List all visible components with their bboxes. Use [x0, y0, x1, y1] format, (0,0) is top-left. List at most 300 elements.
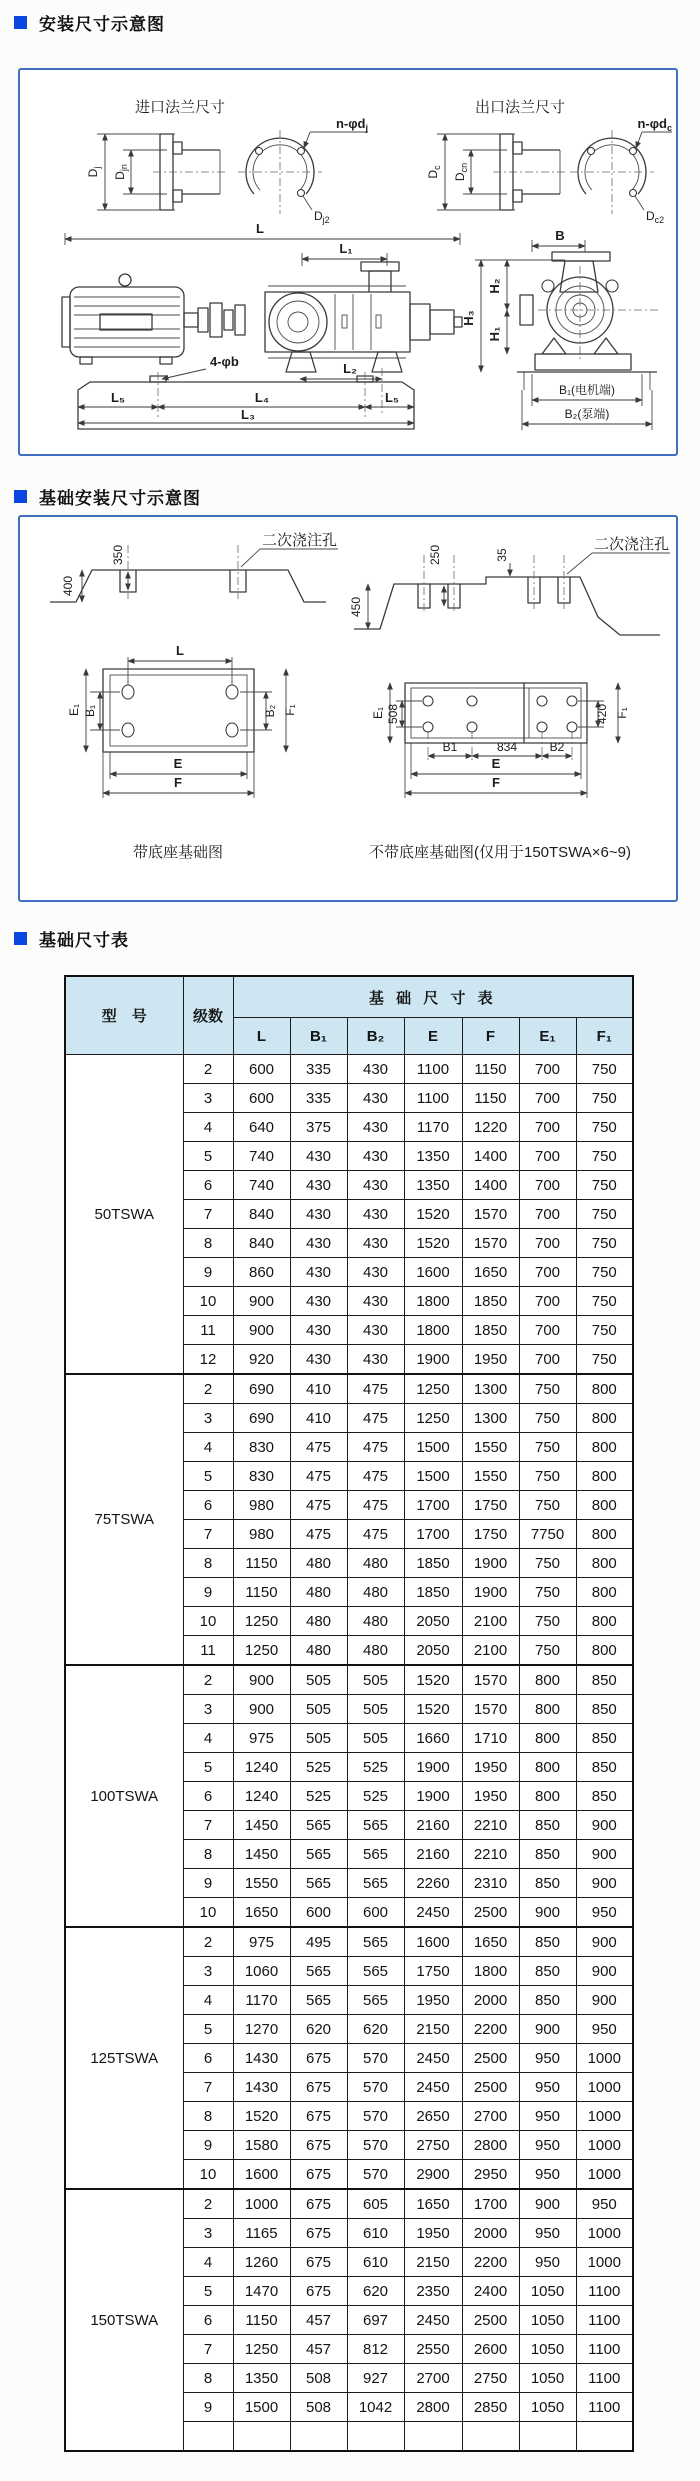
dimension-cell: 1900: [462, 1549, 519, 1578]
blue-square-bullet: [14, 932, 27, 945]
dimension-cell: 480: [290, 1607, 347, 1636]
stage-cell: 8: [183, 2364, 233, 2393]
dimension-cell: 1150: [462, 1055, 519, 1084]
outlet-bolt-count-label: $n-\varphi d_c$: [637, 116, 672, 133]
model-cell: 125TSWA: [65, 1927, 183, 2189]
dimension-cell: 750: [576, 1258, 633, 1287]
dimension-cell: 1150: [233, 1549, 290, 1578]
dimension-cell: 2450: [404, 2044, 462, 2073]
section-header-foundation: [14, 484, 201, 509]
dimension-cell: 980: [233, 1491, 290, 1520]
dimension-cell: 1700: [404, 1491, 462, 1520]
dimension-cell: 410: [290, 1404, 347, 1433]
dimension-cell: 750: [576, 1287, 633, 1316]
dimension-cell: 620: [347, 2277, 404, 2306]
dim-250: 250: [428, 544, 442, 566]
dimension-cell: 2150: [404, 2015, 462, 2044]
dimension-cell: 430: [347, 1055, 404, 1084]
stage-cell: 2: [183, 2189, 233, 2219]
header-col-F1: F₁: [576, 1018, 633, 1055]
dimension-cell: 525: [347, 1782, 404, 1811]
dimension-cell: 927: [347, 2364, 404, 2393]
dimension-cell: 565: [347, 1811, 404, 1840]
dimension-cell: 700: [519, 1287, 576, 1316]
dimension-cell: 2500: [462, 2306, 519, 2335]
dimension-cell: 430: [347, 1258, 404, 1287]
dimension-cell: 430: [290, 1229, 347, 1258]
stage-cell: 5: [183, 1753, 233, 1782]
dimension-cell: 2350: [404, 2277, 462, 2306]
dimension-cell: 700: [519, 1200, 576, 1229]
dimension-cell: 2050: [404, 1636, 462, 1666]
dimension-cell: 900: [233, 1287, 290, 1316]
stage-cell: 10: [183, 2160, 233, 2190]
dimension-cell: 1520: [404, 1665, 462, 1695]
plan2-dim-420: 420: [595, 703, 609, 725]
dimension-cell: 1800: [462, 1957, 519, 1986]
dimension-cell: 800: [519, 1724, 576, 1753]
dimension-cell: 1240: [233, 1753, 290, 1782]
dimension-cell: 1165: [233, 2219, 290, 2248]
dimension-cell: 2150: [404, 2248, 462, 2277]
empty-cell: [233, 2422, 290, 2452]
dimension-cell: 1100: [576, 2364, 633, 2393]
dimension-cell: 950: [519, 2044, 576, 2073]
dimension-cell: 1060: [233, 1957, 290, 1986]
stage-cell: 5: [183, 2277, 233, 2306]
dimension-cell: 475: [347, 1520, 404, 1549]
dimension-cell: 900: [576, 1869, 633, 1898]
dimension-cell: 1570: [462, 1665, 519, 1695]
dimension-cell: 475: [290, 1491, 347, 1520]
dimension-cell: 830: [233, 1433, 290, 1462]
stage-cell: 7: [183, 1811, 233, 1840]
dimension-cell: 2900: [404, 2160, 462, 2190]
dimension-cell: 1750: [462, 1491, 519, 1520]
dimension-cell: 1750: [462, 1520, 519, 1549]
stage-cell: 4: [183, 1433, 233, 1462]
dimension-cell: 1050: [519, 2277, 576, 2306]
dimension-cell: 850: [576, 1782, 633, 1811]
dimension-cell: 860: [233, 1258, 290, 1287]
dimension-cell: 900: [576, 1986, 633, 2015]
section-title-install: 安装尺寸示意图: [39, 15, 165, 34]
dimension-cell: 800: [576, 1549, 633, 1578]
plan-dim-E1: E₁: [67, 703, 81, 717]
secondary-grout-hole-label-left: 二次浇注孔: [262, 532, 338, 549]
dimension-cell: 1550: [462, 1433, 519, 1462]
plan2-dim-B2: B2: [549, 740, 565, 754]
dimension-cell: 375: [290, 1113, 347, 1142]
stage-cell: 4: [183, 1113, 233, 1142]
dimension-cell: 1650: [462, 1258, 519, 1287]
dimension-cell: 1250: [233, 1636, 290, 1666]
dimension-cell: 1800: [404, 1287, 462, 1316]
dimension-cell: 525: [290, 1753, 347, 1782]
dimension-cell: 750: [576, 1113, 633, 1142]
dimension-cell: 2450: [404, 2306, 462, 2335]
dimension-cell: 2700: [462, 2102, 519, 2131]
dimension-cell: 1000: [576, 2219, 633, 2248]
dimension-cell: 1500: [404, 1462, 462, 1491]
section-title-table: 基础尺寸表: [39, 931, 129, 950]
dimension-cell: 950: [576, 2189, 633, 2219]
plan-dim-F1: F₁: [283, 704, 297, 716]
dim-400: 400: [61, 575, 75, 597]
stage-cell: 6: [183, 1491, 233, 1520]
dimension-cell: 600: [233, 1084, 290, 1113]
dimension-cell: 1170: [233, 1986, 290, 2015]
plan-dim-B2: B₂: [263, 704, 277, 718]
dimension-cell: 675: [290, 2131, 347, 2160]
dimension-cell: 565: [347, 1957, 404, 1986]
header-group-title: 基 础 尺 寸 表: [233, 976, 633, 1018]
dimension-cell: 1600: [404, 1927, 462, 1957]
dimension-cell: 1100: [576, 2335, 633, 2364]
dim-H1: H₁: [487, 326, 502, 342]
dimension-cell: 475: [290, 1433, 347, 1462]
dim-L5-right: L₅: [385, 390, 399, 405]
dimension-cell: 1350: [233, 2364, 290, 2393]
dimension-cell: 740: [233, 1142, 290, 1171]
dimension-cell: 457: [290, 2335, 347, 2364]
dimension-cell: 475: [347, 1374, 404, 1404]
dimension-cell: 750: [576, 1229, 633, 1258]
dimension-cell: 700: [519, 1113, 576, 1142]
dimension-cell: 600: [233, 1055, 290, 1084]
stage-cell: 9: [183, 1578, 233, 1607]
dimension-cell: 675: [290, 2160, 347, 2190]
dimension-cell: 480: [347, 1636, 404, 1666]
dimension-cell: 1100: [576, 2277, 633, 2306]
pump-side-view: [62, 221, 462, 429]
dimension-cell: 1570: [462, 1695, 519, 1724]
dimension-cell: 570: [347, 2160, 404, 2190]
dimension-cell: 800: [576, 1433, 633, 1462]
dimension-cell: 700: [519, 1142, 576, 1171]
dimension-cell: 850: [519, 1927, 576, 1957]
dimension-cell: 2500: [462, 2073, 519, 2102]
dimension-cell: 900: [519, 2189, 576, 2219]
dimension-cell: 850: [519, 1811, 576, 1840]
inlet-bolt-count-label: $n-\varphi d_j$: [335, 116, 368, 133]
dimension-cell: 430: [347, 1113, 404, 1142]
stage-cell: 3: [183, 1695, 233, 1724]
dimension-cell: 1900: [404, 1753, 462, 1782]
dimension-cell: 2260: [404, 1869, 462, 1898]
dimension-cell: 750: [519, 1374, 576, 1404]
dimension-cell: 975: [233, 1927, 290, 1957]
stage-cell: 6: [183, 1171, 233, 1200]
foundation-section-without-base: [349, 535, 670, 635]
stage-cell: 10: [183, 1287, 233, 1316]
dimension-cell: 1100: [404, 1084, 462, 1113]
table-row: [65, 1927, 633, 1957]
dimension-cell: 1520: [233, 2102, 290, 2131]
dimension-cell: 700: [519, 1084, 576, 1113]
dimension-cell: 475: [290, 1462, 347, 1491]
dimension-cell: 950: [519, 2131, 576, 2160]
dimension-cell: 950: [519, 2073, 576, 2102]
dimension-cell: 505: [347, 1665, 404, 1695]
dimension-cell: 565: [347, 1986, 404, 2015]
dimension-cell: 800: [576, 1404, 633, 1433]
dimension-cell: 840: [233, 1229, 290, 1258]
dimension-cell: 2750: [462, 2364, 519, 2393]
dimension-cell: 750: [576, 1345, 633, 1375]
dimension-cell: 840: [233, 1200, 290, 1229]
dimension-cell: 1150: [233, 2306, 290, 2335]
dimension-cell: 980: [233, 1520, 290, 1549]
dimension-cell: 335: [290, 1055, 347, 1084]
empty-cell: [347, 2422, 404, 2452]
dimension-cell: 1100: [576, 2306, 633, 2335]
stage-cell: 6: [183, 2306, 233, 2335]
dimension-cell: 700: [519, 1055, 576, 1084]
dim-B2-pump-end: B₂(泵端): [564, 407, 610, 421]
dimension-cell: 2400: [462, 2277, 519, 2306]
dimension-cell: 1950: [462, 1782, 519, 1811]
dimension-cell: 1300: [462, 1404, 519, 1433]
dimension-cell: 800: [576, 1520, 633, 1549]
dimension-cell: 675: [290, 2044, 347, 2073]
dimension-cell: 850: [576, 1724, 633, 1753]
dimension-cell: 2100: [462, 1636, 519, 1666]
dimension-cell: 457: [290, 2306, 347, 2335]
dimension-cell: 900: [233, 1695, 290, 1724]
stage-cell: 2: [183, 1927, 233, 1957]
dimension-cell: 850: [519, 1986, 576, 2015]
dimension-cell: 690: [233, 1404, 290, 1433]
caption-with-base: 带底座基础图: [132, 844, 224, 861]
dimension-cell: 1650: [404, 2189, 462, 2219]
dimension-cell: 800: [519, 1753, 576, 1782]
dimension-cell: 750: [519, 1636, 576, 1666]
dimension-cell: 1650: [233, 1898, 290, 1928]
dimension-cell: 2800: [404, 2393, 462, 2422]
dimension-cell: 900: [233, 1665, 290, 1695]
dimension-cell: 600: [347, 1898, 404, 1928]
dimension-cell: 430: [347, 1200, 404, 1229]
dimension-cell: 740: [233, 1171, 290, 1200]
dimension-cell: 800: [576, 1636, 633, 1666]
stage-cell: 9: [183, 2131, 233, 2160]
dimension-cell: 430: [290, 1316, 347, 1345]
stage-cell: 8: [183, 1229, 233, 1258]
empty-cell: [462, 2422, 519, 2452]
section-header-table: [14, 926, 129, 951]
outlet-bolt-circle-dia-label: $D_{c2}$: [646, 209, 665, 225]
dimension-cell: 1000: [576, 2073, 633, 2102]
model-cell: 150TSWA: [65, 2189, 183, 2451]
dimension-cell: 430: [347, 1316, 404, 1345]
foundation-section-with-base: [50, 531, 338, 602]
dimension-cell: 950: [576, 1898, 633, 1928]
dimension-cell: 850: [576, 1753, 633, 1782]
dimension-cell: 700: [519, 1229, 576, 1258]
inlet-flange-diagram: [86, 99, 368, 225]
dimension-cell: 1050: [519, 2306, 576, 2335]
stage-cell: 6: [183, 2044, 233, 2073]
pump-end-view: [461, 228, 660, 430]
dimension-cell: 7750: [519, 1520, 576, 1549]
dimension-cell: 505: [290, 1695, 347, 1724]
dim-L5-left: L₅: [111, 390, 125, 405]
dimension-cell: 850: [576, 1665, 633, 1695]
dimension-cell: 335: [290, 1084, 347, 1113]
dimension-cell: 1600: [404, 1258, 462, 1287]
install-diagram-panel: [18, 68, 678, 456]
dimension-cell: 1100: [576, 2393, 633, 2422]
dim-bolt-4phib: 4-φb: [210, 354, 239, 369]
dimension-cell: 570: [347, 2102, 404, 2131]
dimension-cell: 565: [347, 1869, 404, 1898]
empty-cell: [183, 2422, 233, 2452]
foundation-diagram: [20, 517, 676, 900]
dimension-cell: 1000: [576, 2131, 633, 2160]
stage-cell: 7: [183, 1520, 233, 1549]
dimension-cell: 430: [347, 1345, 404, 1375]
dimension-cell: 950: [576, 2015, 633, 2044]
dimension-cell: 750: [519, 1404, 576, 1433]
dimension-cell: 750: [519, 1607, 576, 1636]
plan2-dim-B1: B1: [442, 740, 458, 754]
dimension-cell: 850: [576, 1695, 633, 1724]
dimension-cell: 750: [576, 1171, 633, 1200]
dimension-cell: 1550: [233, 1869, 290, 1898]
dimension-cell: 1250: [404, 1374, 462, 1404]
stage-cell: 11: [183, 1636, 233, 1666]
dimension-cell: 750: [519, 1549, 576, 1578]
dimension-cell: 570: [347, 2073, 404, 2102]
dim-B: B: [555, 228, 565, 243]
stage-cell: 3: [183, 1404, 233, 1433]
table-row: [65, 2189, 633, 2219]
dimension-cell: 675: [290, 2073, 347, 2102]
plan2-dim-834: 834: [496, 740, 518, 754]
dimension-cell: 480: [290, 1578, 347, 1607]
dimension-cell: 900: [519, 2015, 576, 2044]
dimension-cell: 700: [519, 1345, 576, 1375]
empty-cell: [519, 2422, 576, 2452]
dimension-cell: 700: [519, 1316, 576, 1345]
dimension-cell: 475: [347, 1462, 404, 1491]
dimension-cell: 505: [290, 1665, 347, 1695]
blue-square-bullet: [14, 490, 27, 503]
dimension-cell: 1900: [404, 1345, 462, 1375]
dim-L2: L₂: [343, 361, 357, 376]
dimension-cell: 1000: [576, 2102, 633, 2131]
dimension-cell: 508: [290, 2393, 347, 2422]
dimension-cell: 480: [290, 1636, 347, 1666]
dimension-cell: 1850: [404, 1549, 462, 1578]
dimension-cell: 690: [233, 1374, 290, 1404]
dimension-cell: 1700: [462, 2189, 519, 2219]
dimension-cell: 800: [576, 1491, 633, 1520]
stage-cell: 3: [183, 2219, 233, 2248]
stage-cell: 10: [183, 1898, 233, 1928]
dimension-cell: 750: [576, 1316, 633, 1345]
dimension-cell: 1350: [404, 1171, 462, 1200]
dimension-cell: 750: [519, 1462, 576, 1491]
stage-cell: 9: [183, 1869, 233, 1898]
dimension-cell: 2950: [462, 2160, 519, 2190]
dimension-cell: 1450: [233, 1811, 290, 1840]
dim-H2: H₂: [487, 278, 502, 294]
dimension-cell: 430: [347, 1142, 404, 1171]
dimension-cell: 1500: [404, 1433, 462, 1462]
model-cell: 75TSWA: [65, 1374, 183, 1665]
stage-cell: 9: [183, 1258, 233, 1287]
dimension-cell: 1350: [404, 1142, 462, 1171]
table-row: [65, 1055, 633, 1084]
dim-350: 350: [111, 544, 125, 566]
dimension-cell: 480: [347, 1578, 404, 1607]
secondary-grout-hole-label-right: 二次浇注孔: [594, 536, 670, 553]
inlet-inner-dia-label: $D_{jn}$: [113, 164, 129, 180]
dimension-cell: 410: [290, 1374, 347, 1404]
dimension-cell: 2210: [462, 1840, 519, 1869]
dimension-cell: 1170: [404, 1113, 462, 1142]
dimension-cell: 1300: [462, 1374, 519, 1404]
dimension-cell: 1900: [462, 1578, 519, 1607]
dimension-cell: 1520: [404, 1200, 462, 1229]
dimension-cell: 1430: [233, 2073, 290, 2102]
stage-cell: 4: [183, 2248, 233, 2277]
dimension-cell: 750: [576, 1200, 633, 1229]
inlet-bolt-circle-dia-label: $D_{j2}$: [314, 209, 330, 225]
dimension-cell: 2000: [462, 1986, 519, 2015]
dimension-cell: 800: [576, 1578, 633, 1607]
dimension-cell: 812: [347, 2335, 404, 2364]
dimension-cell: 1950: [404, 1986, 462, 2015]
dimension-cell: 475: [290, 1520, 347, 1549]
dimension-cell: 1450: [233, 1840, 290, 1869]
dimension-cell: 1850: [462, 1316, 519, 1345]
header-col-F: F: [462, 1018, 519, 1055]
caption-without-base: 不带底座基础图(仅用于150TSWA×6~9): [369, 844, 631, 861]
dimension-cell: 1520: [404, 1695, 462, 1724]
dimension-cell: 1150: [233, 1578, 290, 1607]
dimension-cell: 950: [519, 2102, 576, 2131]
dimension-cell: 525: [290, 1782, 347, 1811]
dimension-cell: 1600: [233, 2160, 290, 2190]
foundation-plan-without-base: [369, 683, 631, 861]
dimension-cell: 1000: [576, 2044, 633, 2073]
dimension-cell: 2450: [404, 2073, 462, 2102]
dimension-cell: 570: [347, 2044, 404, 2073]
dimension-cell: 1250: [233, 1607, 290, 1636]
dimension-cell: 800: [576, 1607, 633, 1636]
dimension-cell: 1470: [233, 2277, 290, 2306]
dimension-cell: 900: [576, 1840, 633, 1869]
dimension-cell: 900: [519, 1898, 576, 1928]
dimension-cell: 1500: [233, 2393, 290, 2422]
dimension-cell: 565: [290, 1811, 347, 1840]
stage-cell: 5: [183, 2015, 233, 2044]
stage-cell: 10: [183, 1607, 233, 1636]
dimension-cell: 430: [347, 1171, 404, 1200]
stage-cell: 11: [183, 1316, 233, 1345]
dimension-cell: 620: [347, 2015, 404, 2044]
dimension-cell: 2000: [462, 2219, 519, 2248]
dimension-cell: 640: [233, 1113, 290, 1142]
stage-cell: 12: [183, 1345, 233, 1375]
outlet-flange-diagram: [426, 99, 672, 225]
dimension-cell: 1950: [462, 1753, 519, 1782]
dimension-cell: 565: [290, 1986, 347, 2015]
dimension-cell: 1260: [233, 2248, 290, 2277]
